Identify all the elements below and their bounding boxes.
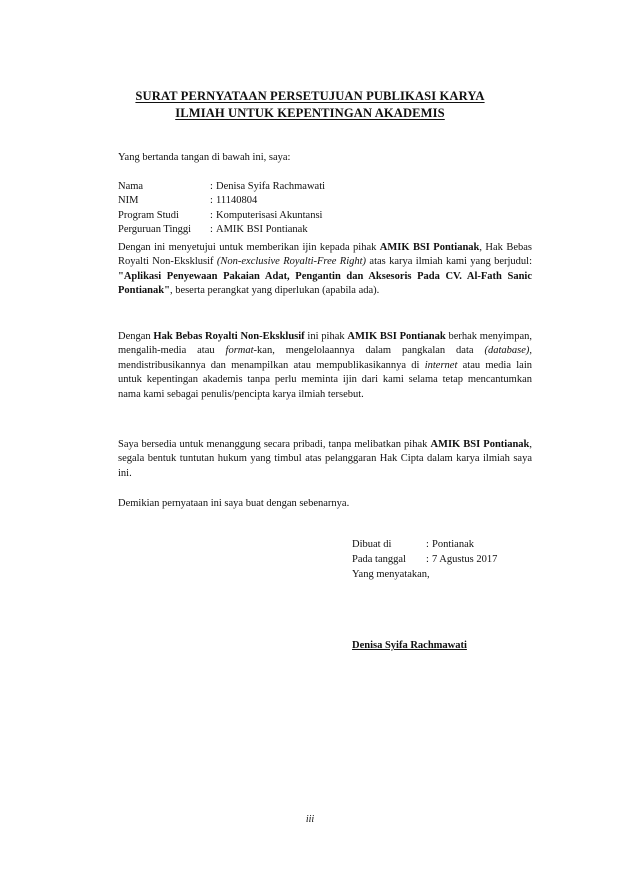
identity-separator: : bbox=[210, 224, 213, 236]
italic-run: format bbox=[225, 345, 254, 357]
signature-row-date bbox=[352, 552, 497, 567]
text-run: berhak menyimpan, mengalih-media atau bbox=[118, 331, 532, 357]
page-number: iii bbox=[305, 814, 315, 825]
signature-separator: : bbox=[426, 554, 429, 565]
identity-label: Program Studi bbox=[118, 209, 179, 221]
identity-value: Denisa Syifa Rachmawati bbox=[216, 181, 326, 192]
signature-closing: Yang menyatakan, bbox=[352, 569, 430, 580]
institution-name: AMIK BSI Pontianak bbox=[430, 439, 530, 450]
document-title bbox=[90, 88, 530, 122]
bold-run: Hak Bebas Royalti Non-Eksklusif bbox=[153, 331, 305, 342]
identity-label: Nama bbox=[118, 181, 144, 192]
institution-name: AMIK BSI Pontianak bbox=[379, 242, 480, 253]
institution-name: AMIK BSI Pontianak bbox=[347, 331, 446, 342]
thesis-title: "Aplikasi Penyewaan Pakaian Adat, Pengantin dan Aksesoris Pada CV. Al-Fath Sanic Pontianak" bbox=[118, 270, 532, 297]
text-run: , Hak Bebas Royalti Non-Eksklusif bbox=[118, 242, 533, 268]
signature-separator: : bbox=[426, 539, 429, 550]
identity-separator: : bbox=[210, 195, 213, 207]
paragraph-rights bbox=[118, 330, 532, 402]
intro-text: Yang bertanda tangan di bawah ini, saya: bbox=[118, 152, 291, 163]
italic-run: (database) bbox=[484, 345, 530, 357]
title-line-2: ILMIAH UNTUK KEPENTINGAN AKADEMIS bbox=[175, 106, 445, 120]
identity-value: 11140804 bbox=[216, 195, 258, 207]
signature-block bbox=[352, 537, 497, 582]
text-run: -kan, mengelolaannya dalam pangkalan data bbox=[253, 345, 485, 357]
title-line-1: SURAT PERNYATAAN PERSETUJUAN PUBLIKASI KARYA bbox=[135, 89, 485, 103]
signer-name: Denisa Syifa Rachmawati bbox=[352, 640, 467, 651]
signature-label: Dibuat di bbox=[352, 539, 392, 550]
text-run: Dengan bbox=[118, 331, 154, 342]
text-run: atas karya ilmiah kami yang berjudul: bbox=[366, 256, 532, 268]
identity-value: AMIK BSI Pontianak bbox=[216, 224, 308, 236]
italic-run: internet bbox=[424, 359, 458, 371]
signature-value: Pontianak bbox=[432, 539, 474, 550]
identity-separator: : bbox=[210, 209, 213, 221]
identity-row-name bbox=[118, 180, 325, 194]
identity-label: NIM bbox=[118, 195, 139, 207]
identity-separator: : bbox=[210, 181, 213, 192]
identity-row-nim bbox=[118, 194, 325, 208]
paragraph-consent bbox=[118, 241, 532, 299]
identity-label: Perguruan Tinggi bbox=[118, 224, 192, 236]
text-run: , mendistribusikannya dan menampilkan atau mempublikasikannya di bbox=[118, 345, 532, 371]
signature-value: 7 Agustus 2017 bbox=[432, 554, 498, 565]
text-run: , beserta perangkat yang diperlukan (apabila ada). bbox=[169, 285, 380, 297]
paragraph-closing: Demikian pernyataan ini saya buat dengan sebenarnya. bbox=[118, 498, 350, 509]
text-run: atau media lain untuk kepentingan akademis tanpa perlu meminta ijin dari kami selama tetap mencantumkan nama kami sebagai penulis/pencipta karya ilmiah tersebut. bbox=[118, 359, 532, 400]
identity-table bbox=[118, 180, 325, 238]
text-run: ini pihak bbox=[304, 331, 348, 342]
signature-label: Pada tanggal bbox=[352, 554, 406, 565]
italic-run: (Non-exclusive Royalti-Free Right) bbox=[216, 256, 367, 268]
identity-row-university bbox=[118, 223, 325, 237]
identity-value: Komputerisasi Akuntansi bbox=[216, 209, 323, 221]
signature-row-place bbox=[352, 537, 497, 552]
paragraph-liability bbox=[118, 438, 532, 481]
text-run: , segala bentuk tuntutan hukum yang timbul atas pelanggaran Hak Cipta dalam karya ilmiah saya ini. bbox=[118, 439, 532, 479]
text-run: Saya bersedia untuk menanggung secara pribadi, tanpa melibatkan pihak bbox=[118, 439, 431, 450]
text-run: Dengan ini menyetujui untuk memberikan ijin kepada pihak bbox=[118, 242, 380, 253]
identity-row-study-program bbox=[118, 209, 325, 223]
